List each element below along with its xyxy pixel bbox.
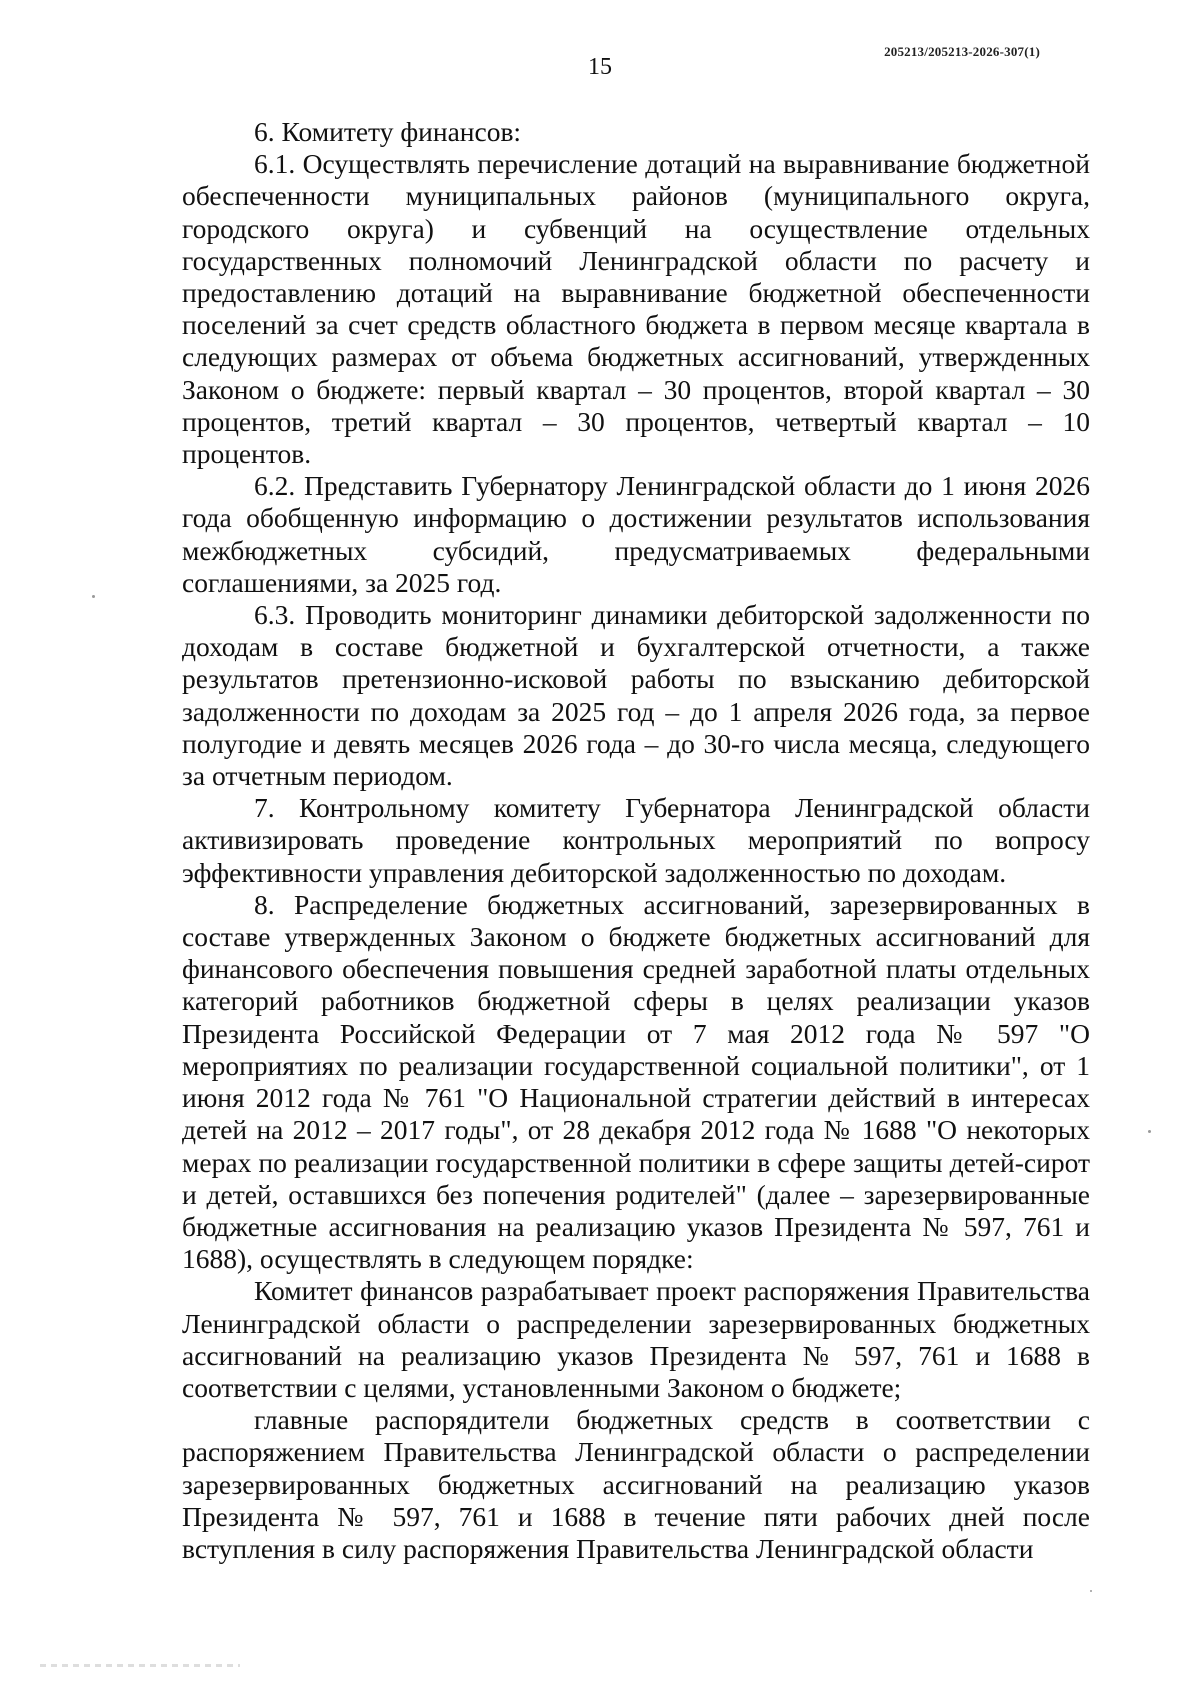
paragraph-6-3: 6.3. Проводить мониторинг динамики дебиторской задолженности по доходам в составе бюджетной и бухгалтерской отчетности, а также результатов претензионно-исковой работы по взысканию дебиторской задолженности по доходам за 2025 год – до 1 апреля 2026 года, за первое полугодие и девять месяцев 2026 года – до 30-го числа месяца, следующего за отчетным периодом. <box>182 599 1090 792</box>
paragraph-6-1: 6.1. Осуществлять перечисление дотаций на выравнивание бюджетной обеспеченности муниципальных районов (муниципального округа, городского округа) и субвенций на осуществление отдельных государственных полномочий Ленинградской области по расчету и предоставлению дотаций на выравнивание бюджетной обеспеченности поселений за счет средств областного бюджета в первом месяце квартала в следующих размерах от объема бюджетных ассигнований, утвержденных Законом о бюджете: первый квартал – 30 процентов, второй квартал – 30 процентов, третий квартал – 30 процентов, четвертый квартал – 10 процентов. <box>182 148 1090 470</box>
paragraph-6-2: 6.2. Представить Губернатору Ленинградской области до 1 июня 2026 года обобщенную информацию о достижении результатов использования межбюджетных субсидий, предусматриваемых федеральными соглашениями, за 2025 год. <box>182 470 1090 598</box>
scan-speck <box>1148 1130 1151 1133</box>
paragraph-8: 8. Распределение бюджетных ассигнований, зарезервированных в составе утвержденных Законом о бюджете бюджетных ассигнований для финансового обеспечения повышения средней заработной платы отдельных категорий работников бюджетной сферы в целях реализации указов Президента Российской Федерации от 7 мая 2012 года № 597 "О мероприятиях по реализации государственной социальной политики", от 1 июня 2012 года № 761 "О Национальной стратегии действий в интересах детей на 2012 – 2017 годы", от 28 декабря 2012 года № 1688 "О некоторых мерах по реализации государственной политики в сфере защиты детей-сирот и детей, оставшихся без попечения родителей" (далее – зарезервированные бюджетные ассигнования на реализацию указов Президента № 597, 761 и 1688), осуществлять в следующем порядке: <box>182 888 1090 1275</box>
paragraph-8-finance-committee: Комитет финансов разрабатывает проект распоряжения Правительства Ленинградской области о распределении зарезервированных бюджетных ассигнований на реализацию указов Президента № 597, 761 и 1688 в соответствии с целями, установленными Законом о бюджете; <box>182 1275 1090 1403</box>
paragraph-8-budget-managers: главные распорядители бюджетных средств в соответствии с распоряжением Правительства Ленинградской области о распределении зарезервированных бюджетных ассигнований на реализацию указов Президента № 597, 761 и 1688 в течение пяти рабочих дней после вступления в силу распоряжения Правительства Ленинградской области <box>182 1404 1090 1564</box>
paragraph-7: 7. Контрольному комитету Губернатора Ленинградской области активизировать проведение контрольных мероприятий по вопросу эффективности управления дебиторской задолженностью по доходам. <box>182 792 1090 888</box>
scan-speck <box>92 595 95 598</box>
page-number: 15 <box>588 54 612 80</box>
paragraph-6: 6. Комитету финансов: <box>254 116 522 147</box>
scan-speck <box>1090 1590 1092 1592</box>
scan-noise <box>40 1664 240 1667</box>
document-id: 205213/205213-2026-307(1) <box>884 44 1040 59</box>
document-body <box>182 116 1090 1565</box>
